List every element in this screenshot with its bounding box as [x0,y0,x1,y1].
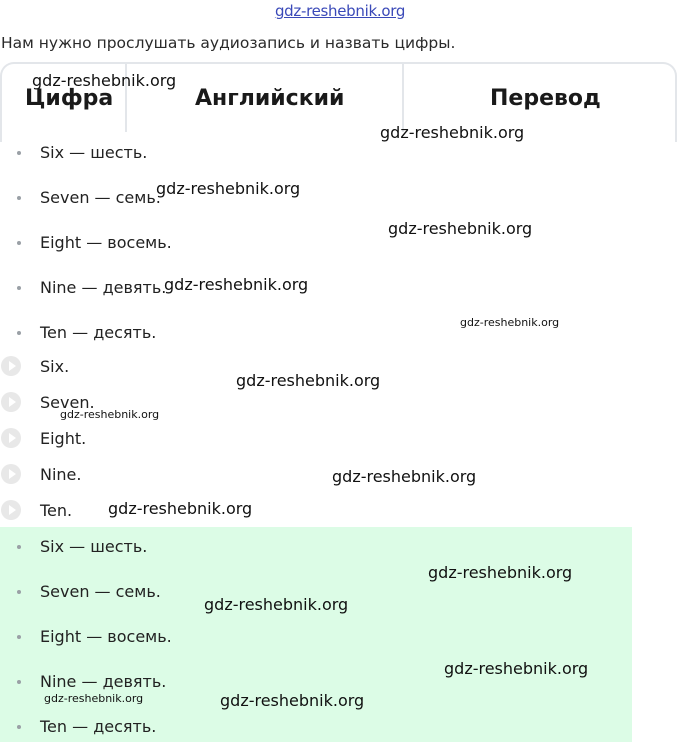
watermark: gdz-reshebnik.org [60,408,160,421]
audio-item [0,460,632,490]
list-item-text: Ten — десять. [40,323,157,342]
watermark: gdz-reshebnik.org [156,179,301,198]
bullet-dot [17,286,21,290]
list-item [0,532,632,562]
list-item-text: Six — шесть. [40,537,148,556]
list-item [0,138,632,168]
watermark: gdz-reshebnik.org [32,71,177,90]
watermark: gdz-reshebnik.org [380,123,525,142]
play-icon[interactable] [1,500,21,520]
watermark: gdz-reshebnik.org [108,499,253,518]
play-icon[interactable] [1,464,21,484]
list-item-text: Nine — девять. [40,278,167,297]
list-item [0,622,632,652]
audio-item-text: Eight. [40,429,87,448]
watermark: gdz-reshebnik.org [164,275,309,294]
column-header-english: Английский [195,86,345,111]
list-item-text: Eight — восемь. [40,627,172,646]
watermark: gdz-reshebnik.org [236,371,381,390]
list-item [0,273,632,303]
list-item [0,228,632,258]
bullet-dot [17,590,21,594]
audio-item-text: Seven. [40,393,95,412]
bullet-dot [17,196,21,200]
bullet-dot [17,680,21,684]
play-icon[interactable] [1,356,21,376]
list-item-text: Seven — семь. [40,188,161,207]
audio-item-text: Nine. [40,465,82,484]
audio-item [0,424,632,454]
list-item-text: Ten — десять. [40,717,157,736]
bullet-dot [17,331,21,335]
watermark: gdz-reshebnik.org [332,467,477,486]
watermark: gdz-reshebnik.org [460,316,560,329]
play-icon[interactable] [1,392,21,412]
column-header-digit: Цифра [25,86,114,111]
watermark: gdz-reshebnik.org [44,692,144,705]
list-item-text: Nine — девять. [40,672,167,691]
bullet-dot [17,241,21,245]
column-divider [402,64,404,132]
list-item-text: Seven — семь. [40,582,161,601]
audio-item [0,496,632,526]
watermark: gdz-reshebnik.org [388,219,533,238]
list-item [0,183,632,213]
column-header-translation: Перевод [490,86,601,111]
intro-text: Нам нужно прослушать аудиозапись и назвать цифры. [1,34,456,52]
bullet-dot [17,635,21,639]
list-item [0,712,632,742]
list-item-text: Six — шесть. [40,143,148,162]
audio-item-text: Six. [40,357,70,376]
list-item-text: Eight — восемь. [40,233,172,252]
bullet-dot [17,151,21,155]
bullet-dot [17,545,21,549]
watermark: gdz-reshebnik.org [204,595,349,614]
watermark: gdz-reshebnik.org [428,563,573,582]
watermark: gdz-reshebnik.org [220,691,365,710]
site-header-link[interactable]: gdz-reshebnik.org [274,2,406,20]
bullet-dot [17,725,21,729]
audio-item-text: Ten. [40,501,73,520]
play-icon[interactable] [1,428,21,448]
watermark: gdz-reshebnik.org [444,659,589,678]
